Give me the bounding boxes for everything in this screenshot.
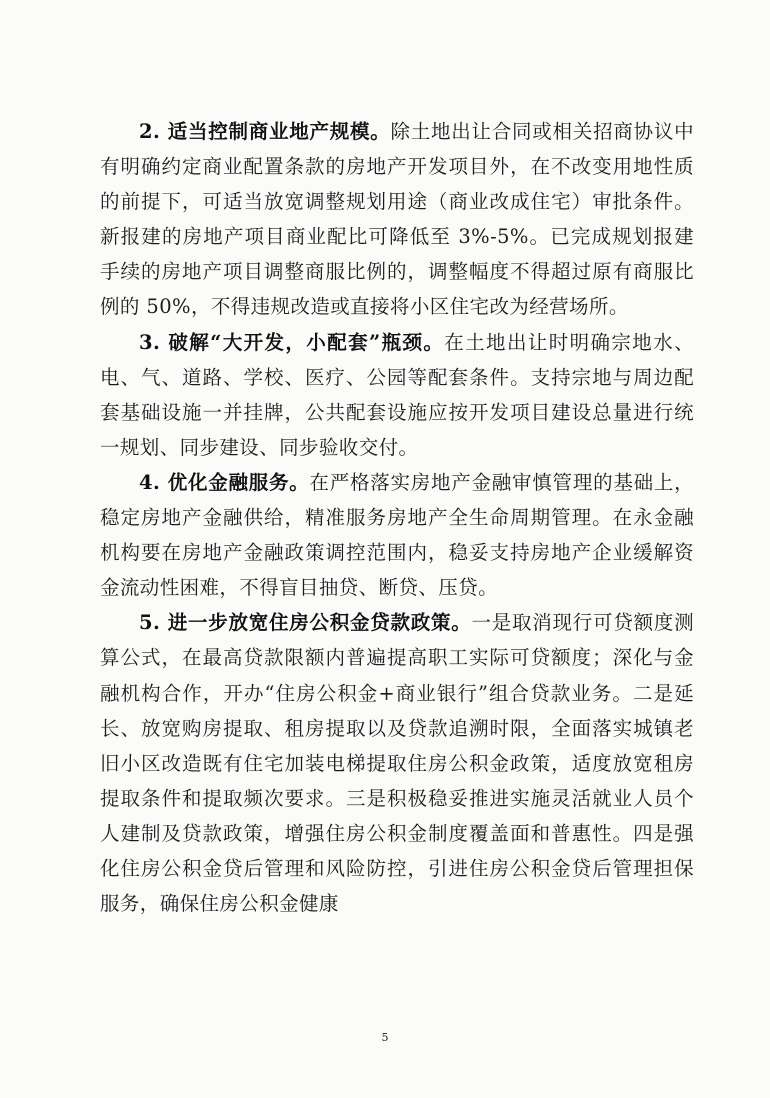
paragraph-5-text: 一是取消现行可贷额度测算公式，在最高贷款限额内普遍提高职工实际可贷额度；深化与金融机构合作，开办“住房公积金+商业银行”组合贷款业务。二是延长、放宽购房提取、租房提取以及贷款追溯时限，全面落实城镇老旧小区改造既有住宅加装电梯提取住房公积金政策，适度放宽租房提取条件和提取频次要求。三是积极稳妥推进实施灵活就业人员个人建制及贷款政策，增强住房公积金制度覆盖面和普惠性。四是强化住房公积金贷后管理和风险防控，引进住房公积金贷后管理担保服务，确保住房公积金健康 — [100, 611, 694, 916]
paragraph-2 — [100, 114, 694, 325]
paragraph-4 — [100, 465, 694, 605]
paragraph-3-text: 在土地出让时明确宗地水、电、气、道路、学校、医疗、公园等配套条件。支持宗地与周边配套基础设施一并挂牌，公共配套设施应按开发项目建设总量进行统一规划、同步建设、同步验收交付。 — [100, 330, 694, 459]
page-number: 5 — [381, 1031, 389, 1044]
paragraph-5-heading: 5. 进一步放宽住房公积金贷款政策。 — [139, 611, 472, 635]
paragraph-3 — [100, 325, 694, 465]
document-body — [100, 114, 694, 921]
paragraph-4-text: 在严格落实房地产金融审慎管理的基础上，稳定房地产金融供给，精准服务房地产全生命周期管理。在永金融机构要在房地产金融政策调控范围内，稳妥支持房地产企业缓解资金流动性困难，不得盲目抽贷、断贷、压贷。 — [100, 470, 694, 600]
paragraph-5 — [100, 605, 694, 921]
paragraph-2-heading: 2. 适当控制商业地产规模。 — [139, 120, 391, 143]
paragraph-4-heading: 4. 优化金融服务。 — [139, 470, 310, 494]
paragraph-2-text: 除土地出让合同或相关招商协议中有明确约定商业配置条款的房地产开发项目外，在不改变用地性质的前提下，可适当放宽调整规划用途（商业改成住宅）审批条件。新报建的房地产项目商业配比可降低至 3%-5%。已完成规划报建手续的房地产项目调整商服比例的，调整幅度不得超过原有商服比例的 50%，不得违规改造或直接将小区住宅改为经营场所。 — [100, 120, 694, 319]
paragraph-3-heading: 3. 破解“大开发，小配套”瓶颈。 — [139, 330, 445, 354]
